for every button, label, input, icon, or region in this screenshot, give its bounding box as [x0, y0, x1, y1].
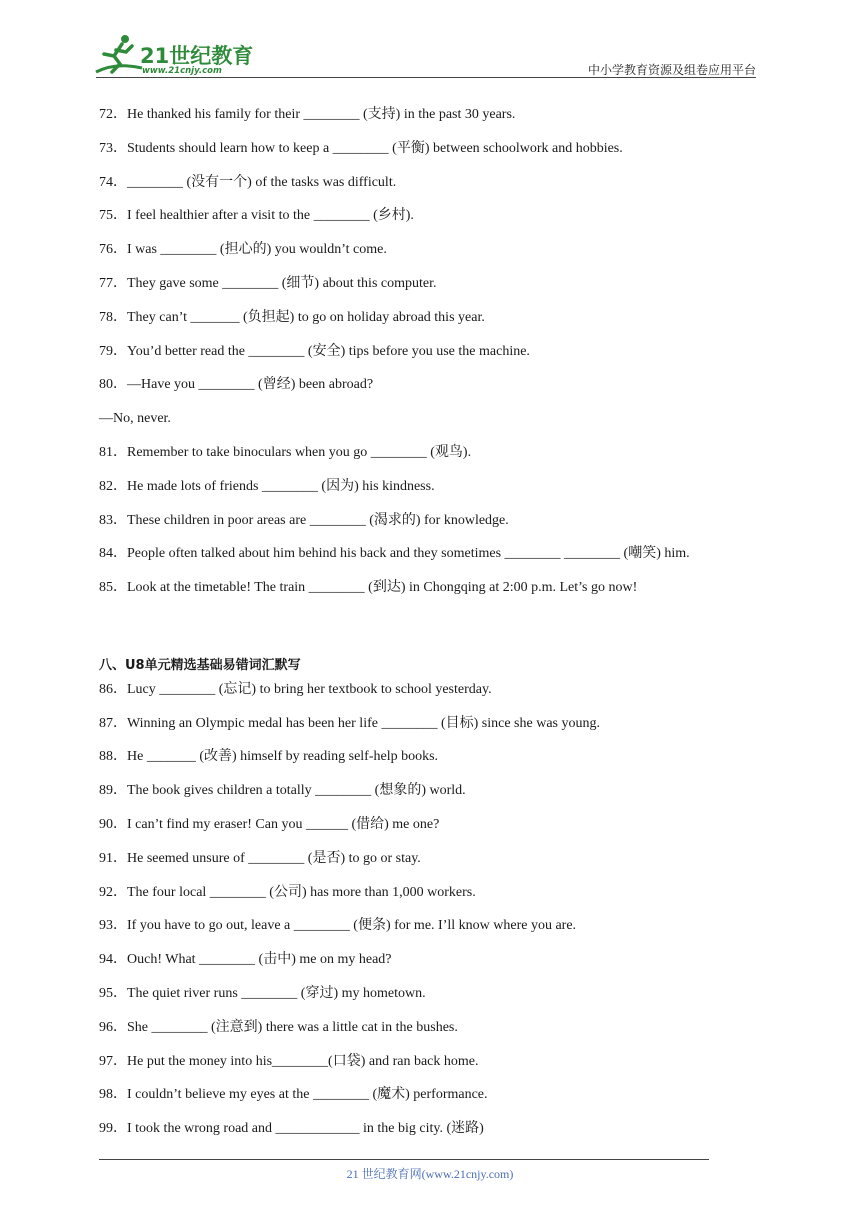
question-line: 96．She ________ (注意到) there was a little cat in the bushes. [99, 1020, 458, 1035]
question-line: 83．These children in poor areas are ________ (渴求的) for knowledge. [99, 513, 509, 528]
question-line: 99．I took the wrong road and ____________ in the big city. (迷路) [99, 1121, 484, 1136]
question-line: 90．I can’t find my eraser! Can you ______ (借给) me one? [99, 817, 440, 832]
question-line: 85．Look at the timetable! The train ________ (到达) in Chongqing at 2:00 p.m. Let’s go now! [99, 580, 638, 595]
page-header [0, 0, 860, 80]
question-line: 91．He seemed unsure of ________ (是否) to go or stay. [99, 851, 421, 866]
answer-line: —No, never. [99, 411, 171, 426]
question-line: 79．You’d better read the ________ (安全) tips before you use the machine. [99, 344, 530, 359]
footer-text: 21 世纪教育网(www.21cnjy.com) [346, 1167, 514, 1181]
section-title: 八、U8单元精选基础易错词汇默写 [99, 658, 301, 673]
footer-divider [99, 1159, 709, 1160]
platform-label: 中小学教育资源及组卷应用平台 [587, 63, 756, 77]
header-divider [96, 77, 756, 78]
question-line: 72．He thanked his family for their ________ (支持) in the past 30 years. [99, 107, 516, 122]
question-line: 73．Students should learn how to keep a ________ (平衡) between schoolwork and hobbies. [99, 141, 623, 156]
question-line: 82．He made lots of friends ________ (因为) his kindness. [99, 479, 435, 494]
question-line: 94．Ouch! What ________ (击中) me on my head? [99, 952, 392, 967]
question-line: 92．The four local ________ (公司) has more than 1,000 workers. [99, 885, 476, 900]
question-line: 81．Remember to take binoculars when you go ________ (观鸟). [99, 445, 472, 460]
logo-url: www.21cnjy.com [142, 66, 222, 76]
question-line: 74．________ (没有一个) of the tasks was difficult. [99, 175, 397, 190]
question-line: 97．He put the money into his________(口袋) and ran back home. [99, 1054, 479, 1069]
question-line: 84．People often talked about him behind his back and they sometimes ________ ________ (嘲笑) him. [99, 546, 690, 561]
question-line: 86．Lucy ________ (忘记) to bring her textbook to school yesterday. [99, 682, 492, 697]
question-line: 93．If you have to go out, leave a ________ (便条) for me. I’ll know where you are. [99, 918, 577, 933]
question-line: 80．—Have you ________ (曾经) been abroad? [99, 377, 374, 392]
question-line: 78．They can’t _______ (负担起) to go on holiday abroad this year. [99, 310, 485, 325]
logo-text: 21世纪教育 [140, 44, 254, 68]
question-line: 87．Winning an Olympic medal has been her life ________ (目标) since she was young. [99, 716, 600, 731]
question-line: 88．He _______ (改善) himself by reading self-help books. [99, 749, 439, 764]
question-line: 76．I was ________ (担心的) you wouldn’t come. [99, 242, 387, 257]
question-line: 98．I couldn’t believe my eyes at the ________ (魔术) performance. [99, 1087, 488, 1102]
runner-icon [92, 32, 144, 78]
question-line: 75．I feel healthier after a visit to the ________ (乡村). [99, 208, 414, 223]
question-line: 77．They gave some ________ (细节) about this computer. [99, 276, 437, 291]
site-logo [92, 32, 262, 80]
question-line: 95．The quiet river runs ________ (穿过) my hometown. [99, 986, 426, 1001]
question-line: 89．The book gives children a totally ________ (想象的) world. [99, 783, 466, 798]
